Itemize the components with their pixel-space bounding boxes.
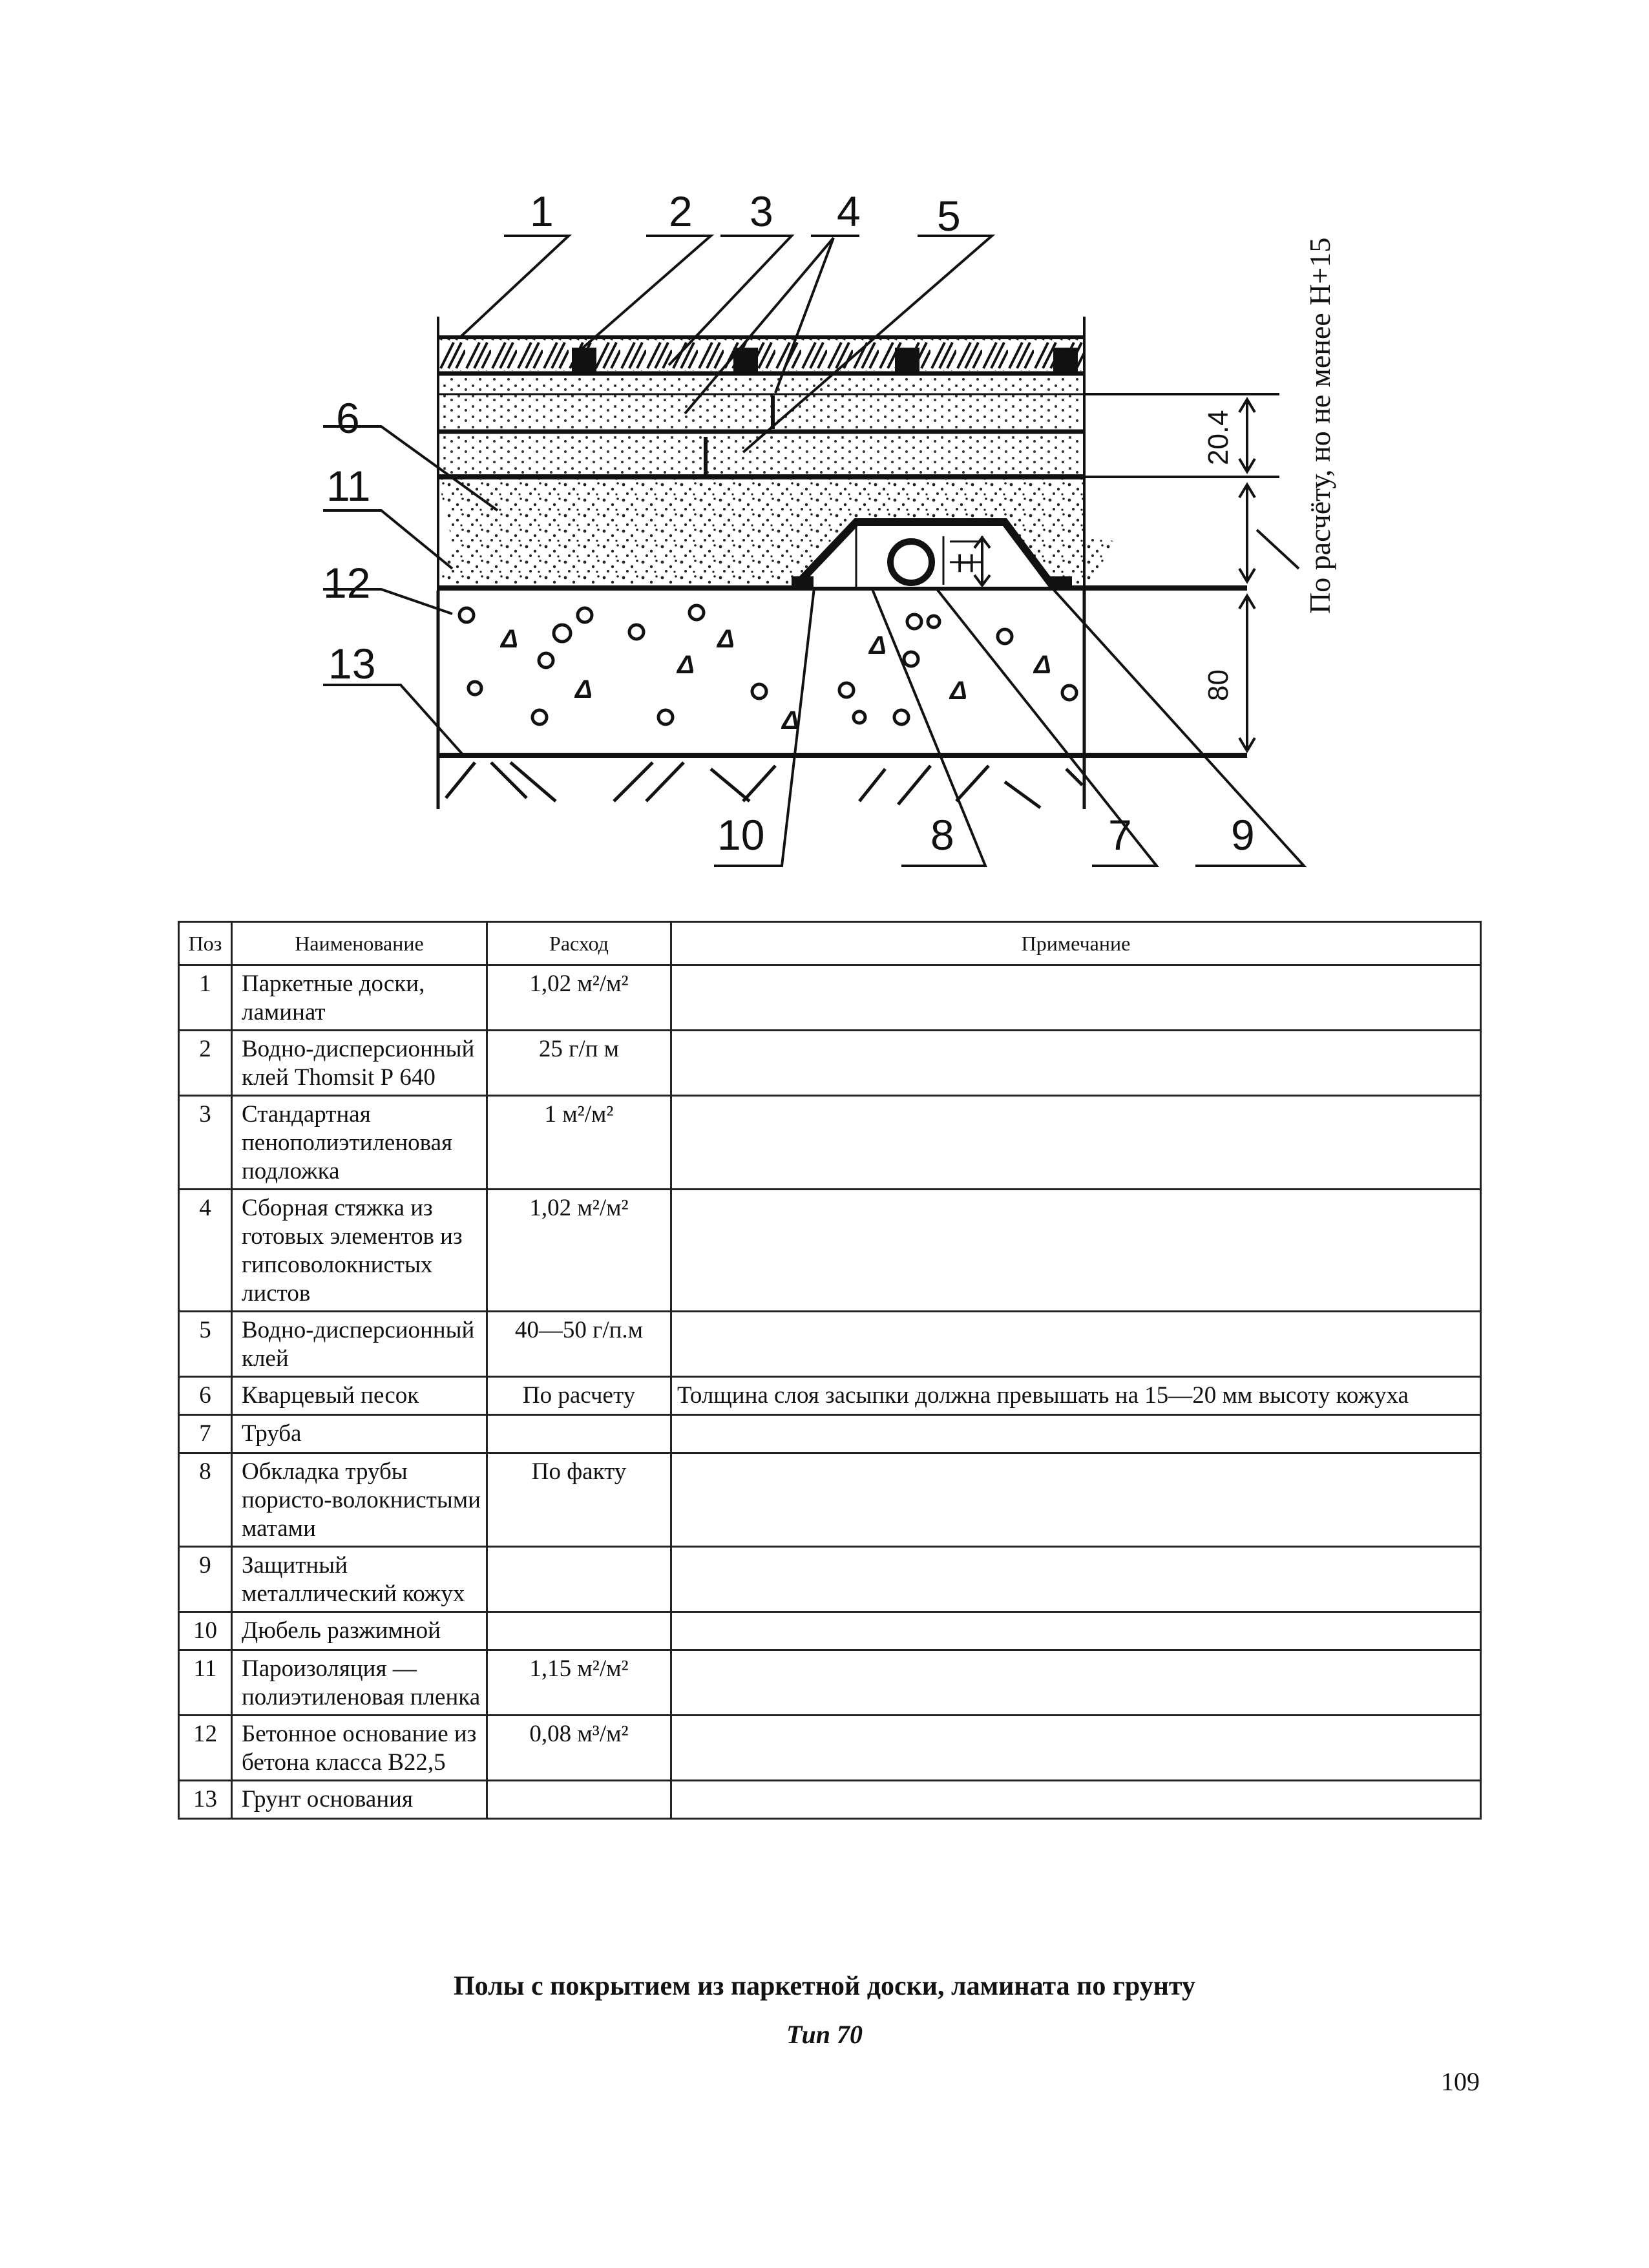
cell-note	[671, 965, 1481, 1031]
svg-text:Δ: Δ	[1034, 651, 1051, 679]
table-row	[179, 1031, 1481, 1096]
screed-layers	[438, 377, 1084, 477]
caption-type: Тип 70	[786, 2020, 863, 2049]
cell-name: Кварцевый песок	[232, 1377, 487, 1415]
cell-pos: 10	[179, 1612, 232, 1650]
svg-text:Δ: Δ	[575, 675, 593, 704]
cell-name: Пароизоляция — полиэтиленовая пленка	[232, 1650, 487, 1716]
cell-name: Труба	[232, 1415, 487, 1453]
cell-note	[671, 1415, 1481, 1453]
dimension-side-label	[1303, 238, 1336, 614]
cell-name: Водно-дисперсионный клей Thomsit Р 640	[232, 1031, 487, 1096]
cell-rate: 1,15 м²/м²	[487, 1650, 671, 1716]
cell-name: Бетонное основание из бетона класса В22,5	[232, 1716, 487, 1781]
cell-pos: 3	[179, 1096, 232, 1190]
marker-9: 9	[1231, 811, 1255, 859]
table-row	[179, 965, 1481, 1031]
table-row	[179, 1612, 1481, 1650]
marker-2: 2	[669, 187, 693, 235]
cell-rate: 0,08 м³/м²	[487, 1716, 671, 1781]
svg-text:По расчёту, но не менее Н+15	[1303, 238, 1336, 614]
cell-name: Стандартная пенополиэтиленовая подложка	[232, 1096, 487, 1190]
cell-note	[671, 1781, 1481, 1819]
specification-table	[178, 921, 1482, 1820]
table-row	[179, 1415, 1481, 1453]
page-number: 109	[1441, 2067, 1480, 2096]
floor-section-drawing	[0, 0, 1649, 892]
cell-rate: По расчету	[487, 1377, 671, 1415]
height-symbol: Н	[956, 549, 975, 578]
parquet-layer	[438, 337, 1084, 373]
table-row	[179, 1377, 1481, 1415]
marker-10: 10	[717, 811, 765, 859]
cell-name: Защитный металлический кожух	[232, 1547, 487, 1612]
cell-note	[671, 1453, 1481, 1547]
cell-rate: 1,02 м²/м²	[487, 965, 671, 1031]
cell-note	[671, 1547, 1481, 1612]
cell-rate	[487, 1547, 671, 1612]
cell-note	[671, 1096, 1481, 1190]
cell-pos: 4	[179, 1190, 232, 1312]
cell-pos: 9	[179, 1547, 232, 1612]
table-row	[179, 1312, 1481, 1377]
cell-rate	[487, 1415, 671, 1453]
table-row	[179, 1716, 1481, 1781]
ground-hatching	[446, 762, 1082, 808]
cell-pos: 13	[179, 1781, 232, 1819]
marker-12: 12	[323, 559, 371, 607]
cell-name: Паркетные доски, ламинат	[232, 965, 487, 1031]
cell-pos: 6	[179, 1377, 232, 1415]
cell-rate: 1 м²/м²	[487, 1096, 671, 1190]
dimension-top: 20.4	[1203, 410, 1234, 465]
svg-text:Δ: Δ	[717, 625, 735, 653]
header-note: Примечание	[671, 922, 1481, 965]
cell-note	[671, 1716, 1481, 1781]
cell-pos: 8	[179, 1453, 232, 1547]
cell-note	[671, 1612, 1481, 1650]
cell-name: Грунт основания	[232, 1781, 487, 1819]
cell-rate: 40—50 г/п.м	[487, 1312, 671, 1377]
cell-name: Обкладка трубы пористо-волокнистыми матами	[232, 1453, 487, 1547]
svg-text:Δ: Δ	[782, 706, 799, 735]
cell-pos: 5	[179, 1312, 232, 1377]
cell-rate: 1,02 м²/м²	[487, 1190, 671, 1312]
svg-text:Δ: Δ	[501, 625, 518, 653]
dimension-side-text: По расчёту, но не менее Н+15	[1303, 237, 1336, 614]
svg-text:Δ: Δ	[869, 631, 887, 660]
cell-pos: 2	[179, 1031, 232, 1096]
cell-rate: По факту	[487, 1453, 671, 1547]
cell-rate	[487, 1781, 671, 1819]
header-rate: Расход	[487, 922, 671, 965]
cell-name: Сборная стяжка из готовых элементов из гипсоволокнистых листов	[232, 1190, 487, 1312]
cell-rate	[487, 1612, 671, 1650]
cell-note	[671, 1031, 1481, 1096]
table-row	[179, 1190, 1481, 1312]
table-row	[179, 1096, 1481, 1190]
dimension-bottom: 80	[1203, 669, 1234, 701]
concrete-base	[438, 591, 1247, 809]
table-header-row	[179, 922, 1481, 965]
svg-text:Δ: Δ	[677, 651, 695, 679]
caption-title: Полы с покрытием из паркетной доски, ламината по грунту	[454, 1971, 1195, 2001]
cell-pos: 1	[179, 965, 232, 1031]
table-row	[179, 1781, 1481, 1819]
cell-note	[671, 1650, 1481, 1716]
marker-4: 4	[837, 187, 861, 235]
marker-7: 7	[1108, 811, 1132, 859]
marker-3: 3	[750, 187, 773, 235]
cell-rate: 25 г/п м	[487, 1031, 671, 1096]
cell-note	[671, 1312, 1481, 1377]
marker-5: 5	[937, 192, 961, 240]
cell-pos: 11	[179, 1650, 232, 1716]
header-pos: Поз	[179, 922, 232, 965]
cell-pos: 12	[179, 1716, 232, 1781]
table-row	[179, 1453, 1481, 1547]
cell-name: Дюбель разжимной	[232, 1612, 487, 1650]
table-row	[179, 1547, 1481, 1612]
cell-note: Толщина слоя засыпки должна превышать на 15—20 мм высоту кожуха	[671, 1377, 1481, 1415]
table-row	[179, 1650, 1481, 1716]
marker-11: 11	[326, 462, 371, 510]
cell-note	[671, 1190, 1481, 1312]
marker-13: 13	[328, 640, 376, 688]
marker-1: 1	[530, 187, 554, 235]
header-name: Наименование	[232, 922, 487, 965]
marker-8: 8	[930, 811, 954, 859]
svg-text:Δ: Δ	[950, 677, 967, 705]
marker-6: 6	[336, 394, 360, 442]
cell-name: Водно-дисперсионный клей	[232, 1312, 487, 1377]
cell-pos: 7	[179, 1415, 232, 1453]
dimension-lines	[1084, 394, 1299, 751]
